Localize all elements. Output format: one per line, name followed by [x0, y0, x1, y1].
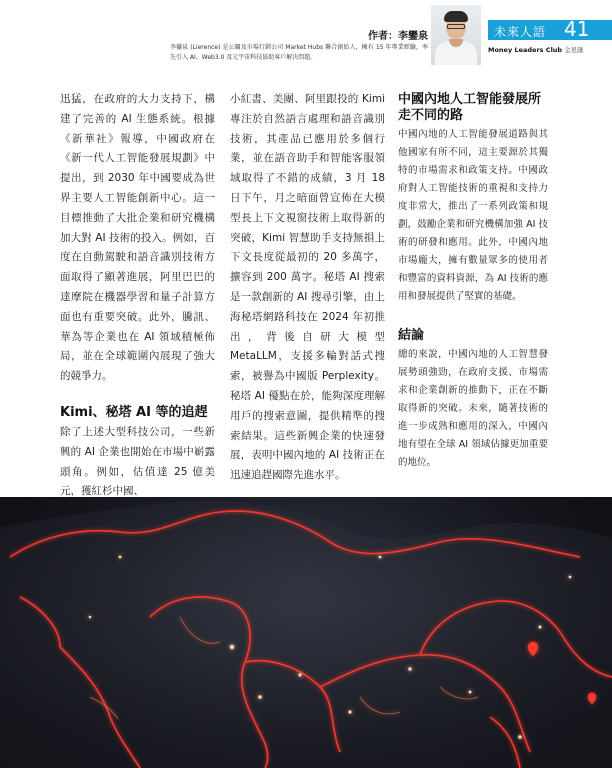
paragraph: 中國內地的人工智能發展道路與其他國家有所不同，這主要源於其獨特的市場需求和政策支持。中國政府對人工智能技術的重視和支持力度非常大，推出了一系列政策和規劃，鼓勵企業和研究機構加強 AI 技術的研發和應用。此外，中國內地市場龐大，擁有數量眾多的使用者和豐富的資料資源，為 AI 技術的應用和發展提供了堅實的基礎。	[398, 129, 548, 302]
section-title: 未來人語	[494, 25, 547, 39]
author-bio: 李鑾泉 (Lierence) 是公關及市場行銷公司 Market Hubs 聯合創始人，擁有 15 年專業經驗，率先引入 AI、Web3.0 及元宇宙科技協助客戶解決問題。	[170, 44, 428, 61]
article-column-1	[60, 90, 215, 502]
map-graphic	[0, 497, 612, 768]
paragraph: 迅猛，在政府的大力支持下，構建了完善的 AI 生態系統。根據《新華社》報導，中國政府在《新一代人工智能發展規劃》中提出，到 2030 年中國要成為世界主要人工智能創新中心。這一目標推動了大批企業和研究機構加大對 AI 技術的投入。例如，百度在自動駕駛和語音識別技術方面取得了顯著進展，阿里巴巴的達摩院在機器學習和量子計算方面也有重要突破。此外，騰訊、華為等企業也在 AI 領域積極佈局，並在全球範圍內展現了強大的競爭力。	[60, 93, 215, 383]
author-name: 作者：李鑾泉	[368, 31, 428, 42]
section-heading-kimi: Kimi、秘塔 AI 等的追趕	[60, 404, 208, 420]
section-heading-different-path: 中國內地人工智能發展所走不同的路	[398, 92, 542, 123]
author-photo	[431, 5, 481, 65]
brand-name: Money Leaders Club	[488, 46, 563, 54]
publication-brand	[488, 45, 612, 54]
brand-name-cn: 金星匯	[564, 46, 584, 54]
article-column-2	[230, 90, 385, 486]
page-number: 41	[564, 17, 590, 41]
page-header	[0, 0, 612, 72]
section-banner	[488, 17, 612, 41]
paragraph: 除了上述大型科技公司，一些新興的 AI 企業也開始在市場中嶄露頭角。例如，估值達 25 億美元，獲紅杉中國、	[60, 425, 215, 498]
paragraph: 小紅書、美團、阿里跟投的 Kimi 專注於自然語言處理和語音識別技術，其產品已應用於多個行業，並在語音助手和智能客服領域取得了不錯的成績，3 月 18 日下午，月之暗面曾宣佈在大模型長上下文視窗技術上取得新的突破，Kimi 智慧助手支持無損上下文長度從最初的 20 多萬字，擴容到 200 萬字。秘塔 AI 搜索是一款創新的 AI 搜尋引擎，由上海秘塔網路科技在 2024 年初推出，背後自研大模型 MetaLLM，支援多輪對話式搜索，被譽為中國版 Perplexity。秘塔 AI 優點在於，能夠深度理解用戶的搜索意圖，提供精準的搜索結果。這些新興企業的快速發展，表明中國內地的 AI 技術正在迅速追趕國際先進水平。	[230, 93, 385, 482]
article-column-3	[398, 92, 548, 472]
glowing-map-illustration	[0, 497, 612, 768]
paragraph: 總的來說，中國內地的人工智慧發展勢頭強勁，在政府支援、市場需求和企業創新的推動下，正在不斷取得新的突破。未來，隨著技術的進一步成熟和應用的深入，中國內地有望在全球 AI 領域佔據更加重要的地位。	[398, 349, 548, 468]
section-heading-conclusion: 結論	[398, 328, 425, 343]
